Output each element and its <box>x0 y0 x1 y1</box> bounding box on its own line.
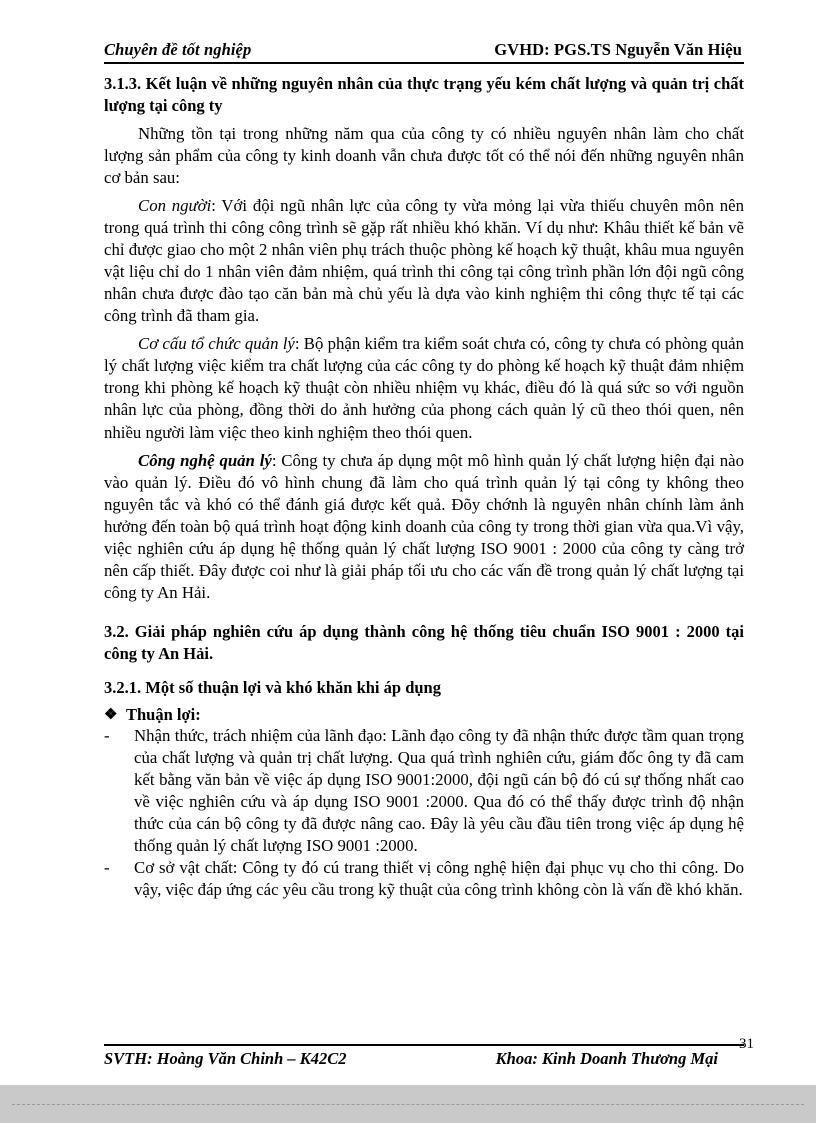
footer-row <box>104 1049 744 1069</box>
page-content <box>104 40 744 902</box>
page-number: 31 <box>739 1036 754 1052</box>
spacer <box>104 604 744 621</box>
footer-right-text: Khoa: Kinh Doanh Thương Mại <box>495 1049 718 1068</box>
running-footer <box>104 1044 744 1069</box>
diamond-bullet-icon: ❖ <box>104 706 118 723</box>
header-right-text: GVHD: PGS.TS Nguyễn Văn Hiệu <box>494 40 742 59</box>
header-divider <box>104 62 744 64</box>
paragraph-cong-nghe <box>104 450 744 605</box>
page-cut-line <box>12 1104 804 1105</box>
list-item-text-2: Cơ sở vật chất: Công ty đó cú trang thiết vị công nghệ hiện đại phục vụ cho thi công. Do vậy, việc đáp ứng các yêu cầu trong kỹ thuật của công trình không còn là vấn đề khó khăn. <box>134 858 744 900</box>
text-co-cau: : Bộ phận kiểm tra kiểm soát chưa có, công ty chưa có phòng quản lý chất lượng việc kiểm tra chất lượng của các công ty do phòng kế hoạch kỹ thuật đảm nhiệm trong khi phòng kế hoạch kỹ thuật còn nhiều nhiệm vụ khác, điều đó là quá sức so với nguồn nhân lực của phòng, đồng thời do ảnh hưởng của phong cách quản lý cũ theo thói quen, nên nhiều người làm việc theo kinh nghiệm theo thói quen. <box>104 334 744 442</box>
text-cong-nghe: : Công ty chưa áp dụng một mô hình quản lý chất lượng hiện đại nào vào quản lý. Điều đó vô hình chung đã làm cho quá trình quản lý tại công ty không theo nguyên tắc và khó có thể đánh giá được kết quả. Đõy chớnh là nguyên nhân chính làm ảnh hưởng đến toàn bộ quá trình hoạt động kinh doanh của công ty trong thời gian vừa qua.Vì vậy, việc nghiên cứu áp dụng hệ thống quản lý chất lượng ISO 9001 : 2000 của công ty càng trở nên cấp thiết. Đây được coi như là giải pháp tối ưu cho các vấn đề trong quản lý chất lượng tại công ty An Hải. <box>104 450 744 603</box>
list-item <box>104 725 744 857</box>
paragraph-co-cau <box>104 333 744 443</box>
paragraph-intro: Những tồn tại trong những năm qua của công ty có nhiều nguyên nhân làm cho chất lượng sản phẩm của công ty kinh doanh vẫn chưa được tốt có thể nói đến những nguyên nhân cơ bản sau: <box>104 123 744 187</box>
label-con-nguoi: Con người <box>138 195 212 215</box>
dash-bullet-icon: - <box>104 858 110 878</box>
bullet-thuan-loi <box>104 705 744 725</box>
section-heading-3-1-3: 3.1.3. Kết luận về những nguyên nhân của thực trạng yếu kém chất lượng và quản trị chất lượng tại công ty <box>104 74 744 115</box>
section-heading-3-2-1: 3.2.1. Một số thuận lợi và khó khăn khi áp dụng <box>104 677 441 697</box>
footer-left-text: SVTH: Hoàng Văn Chinh – K42C2 <box>104 1049 347 1068</box>
label-co-cau: Cơ cấu tổ chức quản lý <box>138 334 295 354</box>
label-cong-nghe: Công nghệ quản lý <box>138 450 272 470</box>
list-item-text-1: Nhận thức, trách nhiệm của lãnh đạo: Lãnh đạo công ty đã nhận thức được tầm quan trọng của chất lượng và quản trị chất lượng. Qua quá trình nghiên cứu, giám đốc ông ty đã cam kết bằng văn bản về việc áp dụng ISO 9001:2000, đội ngũ cán bộ đó cú sự thống nhất cao về việc nghiên cứu và áp dụng ISO 9001 :2000. Qua đó có thể thấy được trình độ nhận thức của cán bộ công ty đã được nâng cao. Đây là yêu cầu đầu tiên trong việc áp dụng hệ thống quản lý chất lượng ISO 9001 :2000. <box>134 725 744 856</box>
footer-divider <box>104 1044 744 1046</box>
bullet-thuan-loi-label: Thuận lợi: <box>126 704 201 724</box>
dash-bullet-icon: - <box>104 725 110 745</box>
section-heading-3-2: 3.2. Giải pháp nghiên cứu áp dụng thành công hệ thống tiêu chuẩn ISO 9001 : 2000 tại công ty An Hải. <box>104 622 744 663</box>
header-left-text: Chuyên đề tốt nghiệp <box>104 40 252 59</box>
list-item <box>104 857 744 901</box>
paragraph-con-nguoi <box>104 195 744 327</box>
text-con-nguoi: : Với đội ngũ nhân lực của công ty vừa mỏng lại vừa thiếu chuyên môn nên trong quá trình thi công công trình sẽ gặp rất nhiều khó khăn. Ví dụ như: Khâu thiết kế bản vẽ chỉ được giao cho một 2 nhân viên phụ trách thuộc phòng kế hoạch kỹ thuật, khâu mua nguyên vật liệu chỉ do 1 nhân viên đảm nhiệm, quá trình thi công tại công trình phần lớn đội ngũ công nhân chưa được đào tạo căn bản mà chủ yếu là dựa vào kinh nghiệm thi công thực tế tại các công trình đã tham gia. <box>104 195 744 326</box>
running-header <box>104 40 744 60</box>
